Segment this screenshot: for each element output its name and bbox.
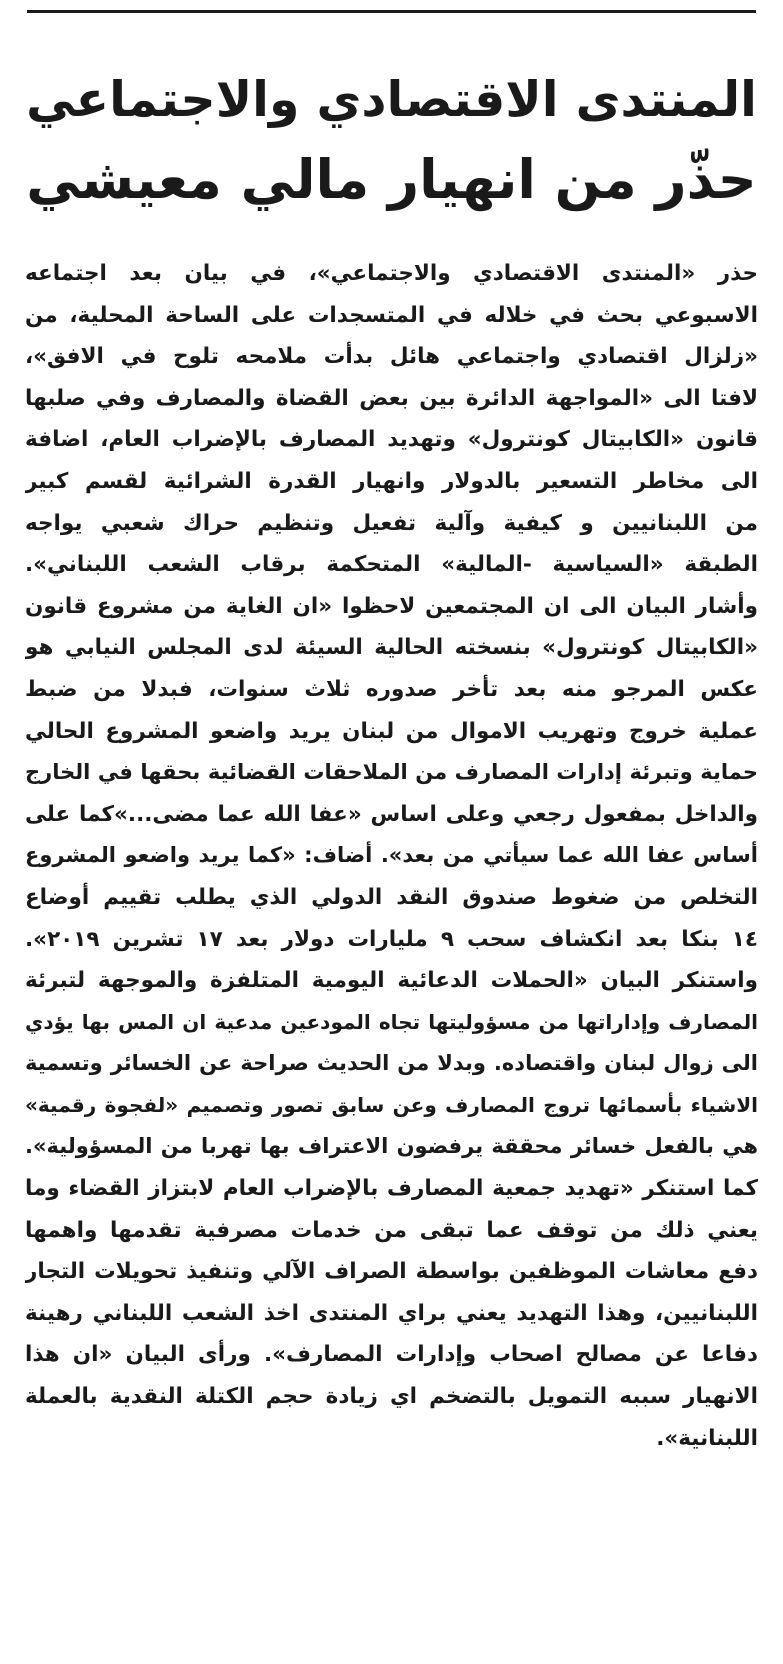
body-line: التخلص من ضغوط صندوق النقد الدولي الذي يطلب تقييم أوضاع (25, 884, 758, 910)
top-rule (27, 10, 756, 13)
body-line: عكس المرجو منه بعد تأخر صدوره ثلاث سنوات، فبدلا من ضبط (25, 676, 758, 702)
headline (25, 60, 758, 220)
body-line: كما استنكر «تهديد جمعية المصارف بالإضراب العام لابتزاز القضاء وما (25, 1176, 758, 1202)
body-line: «الكابيتال كونترول» بنسخته الحالية السيئة لدى المجلس النيابي هو (25, 635, 758, 661)
body-line: دفاعا عن مصالح اصحاب وإدارات المصارف». ورأى البيان «ان هذا (25, 1342, 758, 1368)
body-line: «زلزال اقتصادي واجتماعي هائل بدأت ملامحه تلوح في الافق»، (25, 344, 758, 370)
article-body (25, 253, 758, 1459)
body-line: يعني ذلك من توقف عما تبقى من خدمات مصرفية تقدمها واهمها (25, 1217, 758, 1243)
body-line: من اللبنانيين و كيفية وآلية تفعيل وتنظيم حراك شعبي يواجه (25, 510, 758, 536)
body-line: حذر «المنتدى الاقتصادي والاجتماعي»، في بيان بعد اجتماعه (25, 261, 758, 286)
article (25, 28, 758, 1459)
headline-line: المنتدى الاقتصادي والاجتماعي (26, 71, 757, 128)
body-line: الى مخاطر التسعير بالدولار وانهيار القدرة الشرائية لقسم كبير (25, 468, 758, 494)
headline-line: حذّر من انهيار مالي معيشي (26, 148, 757, 211)
body-line: المصارف وإداراتها من مسؤوليتها تجاه المودعين مدعية ان المس بها يؤدي (25, 1009, 758, 1034)
body-line: ١٤ بنكا بعد انكشاف سحب ٩ مليارات دولار بعد ١٧ تشرين ٢٠١٩». (25, 926, 758, 952)
body-line: اللبنانية». (656, 1425, 758, 1451)
body-line: قانون «الكابيتال كونترول» وتهديد المصارف بالإضراب العام، اضافة (25, 427, 758, 453)
body-line: الانهيار سببه التمويل بالتضخم اي زيادة حجم الكتلة النقدية بالعملة (25, 1384, 758, 1410)
body-line: الاسبوعي بحث في خلاله في المتسجدات على الساحة المحلية، من (25, 302, 758, 328)
body-line: أساس عفا الله عما سيأتي من بعد». أضاف: «كما يريد واضعو المشروع (25, 843, 758, 868)
body-line: دفع معاشات الموظفين بواسطة الصراف الآلي وتنفيذ تحويلات التجار (25, 1259, 758, 1285)
body-line: اللبنانيين، وهذا التهديد يعني براي المنتدى اخذ الشعب اللبناني رهينة (25, 1300, 758, 1326)
body-line: حماية وتبرئة إدارات المصارف من الملاحقات القضائية بحقها في الخارج (25, 760, 758, 785)
body-line: الى زوال لبنان واقتصاده. وبدلا من الحديث صراحة عن الخسائر وتسمية (25, 1051, 758, 1076)
body-line: وأشار البيان الى ان المجتمعين لاحظوا «ان الغاية من مشروع قانون (25, 593, 758, 619)
body-line: الطبقة «السياسية -المالية» المتحكمة برقاب الشعب اللبناني». (25, 552, 758, 578)
body-line: والداخل بمفعول رجعي وعلى اساس «عفا الله عما مضى...»كما على (25, 801, 758, 827)
body-line: عملية خروج وتهريب الاموال من لبنان يريد واضعو المشروع الحالي (25, 718, 758, 744)
body-line: هي بالفعل خسائر محققة يرفضون الاعتراف بها تهربا من المسؤولية». (25, 1134, 758, 1159)
body-line: لافتا الى «المواجهة الدائرة بين بعض القضاة والمصارف وفي صلبها (25, 385, 758, 411)
body-line: واستنكر البيان «الحملات الدعائية اليومية المتلفزة والموجهة لتبرئة (25, 968, 758, 994)
body-line: الاشياء بأسمائها تروج المصارف وعن سابق تصور وتصميم «لفجوة رقمية» (25, 1092, 758, 1117)
